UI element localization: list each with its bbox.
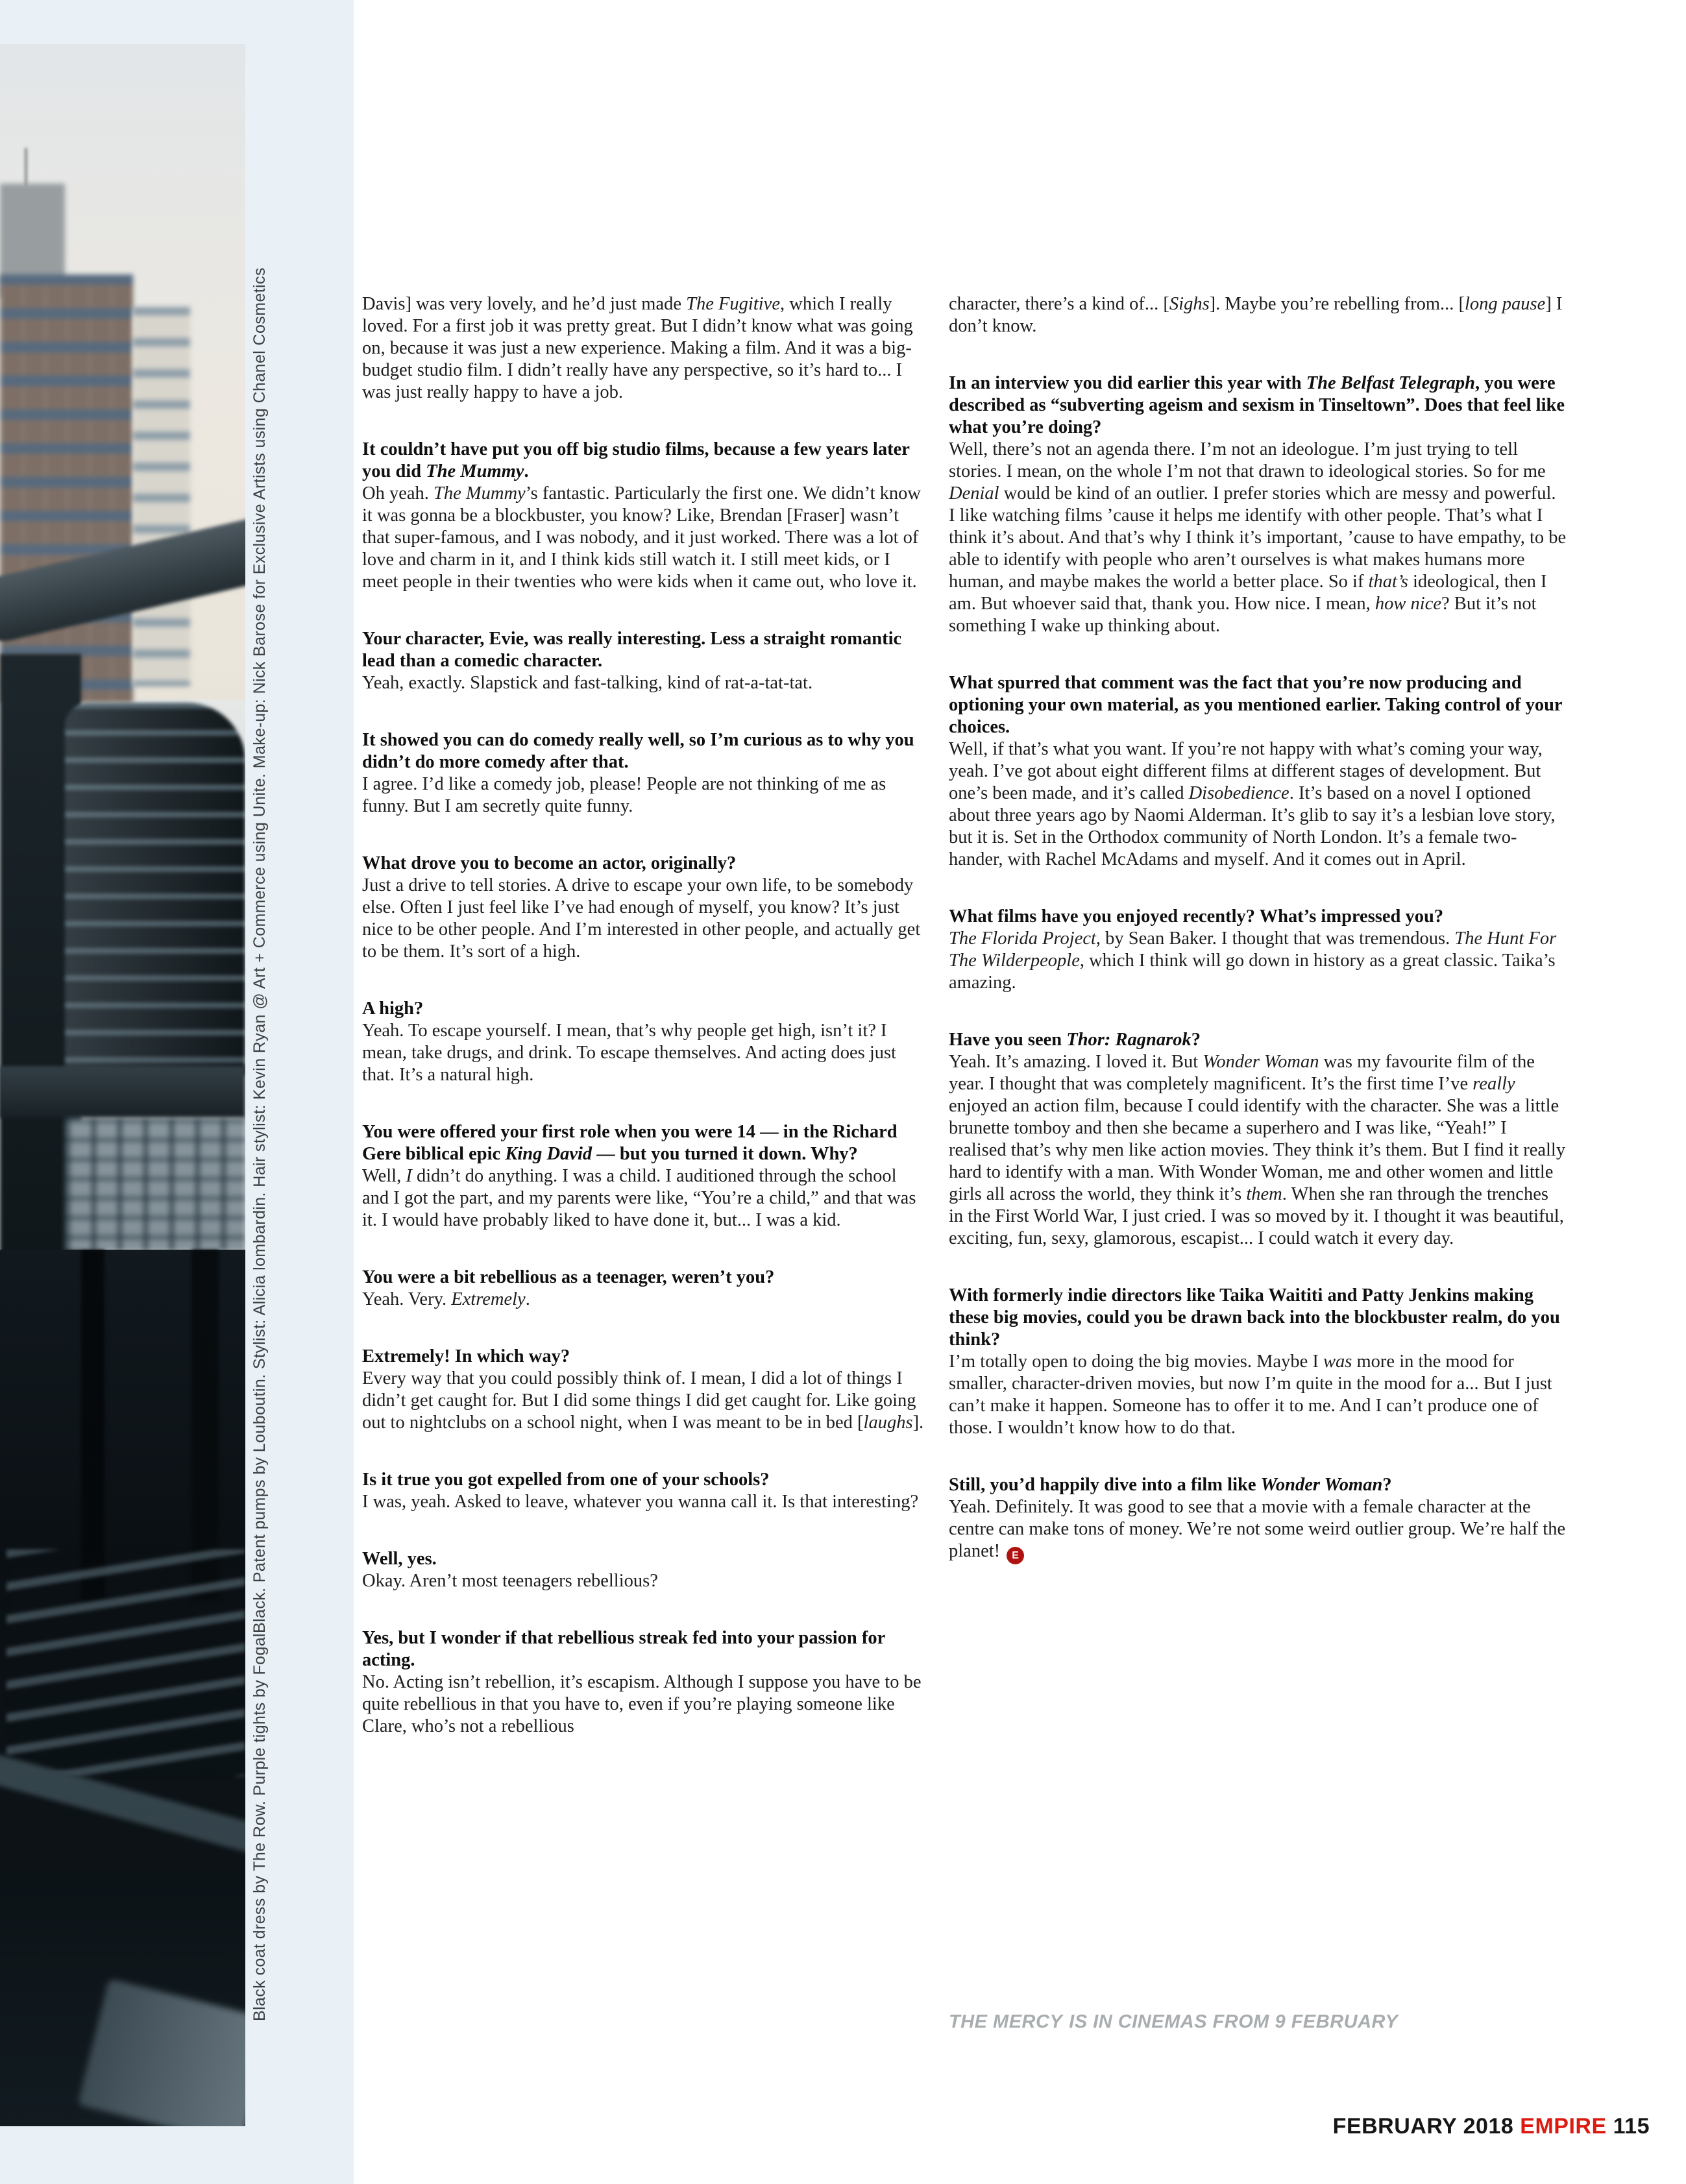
release-note-title: THE MERCY bbox=[949, 2011, 1063, 2032]
interview-question: A high? bbox=[362, 999, 424, 1019]
interview-answer: I was, yeah. Asked to leave, whatever you wanna call it. Is that interesting? bbox=[362, 1492, 919, 1512]
interview-question: Is it true you got expelled from one of your schools? bbox=[362, 1470, 770, 1490]
interview-question: Have you seen Thor: Ragnarok? bbox=[949, 1030, 1201, 1050]
empire-end-icon: E bbox=[1007, 1547, 1024, 1564]
interview-answer: character, there’s a kind of... [Sighs]. Maybe you’re rebelling from... [long pause] I don’t know. bbox=[949, 294, 1563, 336]
interview-answer: I’m totally open to doing the big movies. Maybe I was more in the mood for smaller, character-driven movies, but now I’m quite in the mood for a... But I just can’t make it happen. Someone has to offer it to me. And I can’t produce one of those. I wouldn’t know how to do that. bbox=[949, 1352, 1552, 1438]
interview-answer: Oh yeah. The Mummy’s fantastic. Particularly the first one. We didn’t know it was gonna be a blockbuster, you know? Like, Brendan [Fraser] wasn’t that super-famous, and I was nobody, and it just worked. There was a lot of love and charm in it, and I think kids still watch it. I still meet kids, or I meet people in their twenties who were kids when it came out, who love it. bbox=[362, 483, 921, 592]
interview-question: You were offered your first role when you were 14 — in the Richard Gere biblical epic King David — but you turned it down. Why? bbox=[362, 1122, 898, 1164]
interview-question: It couldn’t have put you off big studio films, because a few years later you did The Mummy. bbox=[362, 439, 910, 481]
interview-answer: Yeah. Definitely. It was good to see that a movie with a female character at the centre can make tons of money. We’re not some weird outlier group. We’re half the planet! E bbox=[949, 1496, 1567, 1564]
cinema-release-note bbox=[949, 2011, 1398, 2033]
interview-answer: I agree. I’d like a comedy job, please! People are not thinking of me as funny. But I am secretly quite funny. bbox=[362, 774, 886, 816]
interview-question: Extremely! In which way? bbox=[362, 1346, 570, 1366]
interview-question: Yes, but I wonder if that rebellious streak fed into your passion for acting. bbox=[362, 1628, 885, 1670]
interview-question: In an interview you did earlier this year with The Belfast Telegraph, you were described as “subverting ageism and sexism in Tinseltown”. Does that feel like what you’re doing? bbox=[949, 373, 1565, 437]
interview-answer: Well, if that’s what you want. If you’re not happy with what’s coming your way, yeah. I’ve got about eight different films at different stages of development. But one’s been made, and it’s called Disobedience. It’s based on a novel I optioned about three years ago by Naomi Alderman. It’s glib to say it’s a lesbian love story, but it is. Set in the Orthodox community of North London. It’s a female two-hander, with Rachel McAdams and myself. And it comes out in April. bbox=[949, 739, 1556, 869]
interview-question: What films have you enjoyed recently? What’s impressed you? bbox=[949, 906, 1444, 927]
city-photo bbox=[0, 44, 245, 2126]
article-column-2 bbox=[949, 293, 1567, 1564]
interview-answer: Yeah, exactly. Slapstick and fast-talking, kind of rat-a-tat-tat. bbox=[362, 673, 813, 693]
interview-answer: No. Acting isn’t rebellion, it’s escapism. Although I suppose you have to be quite rebellious in that you have to, even if you’re playing someone like Clare, who’s not a rebellious bbox=[362, 1672, 922, 1736]
interview-answer: Just a drive to tell stories. A drive to escape your own life, to be somebody else. Often I just feel like I’ve had enough of myself, you know? It’s just nice to be other people. And I’m interested in other people, and actually get to be them. It’s sort of a high. bbox=[362, 875, 921, 962]
interview-question: Your character, Evie, was really interesting. Less a straight romantic lead than a comedic character. bbox=[362, 629, 902, 671]
interview-answer: Davis] was very lovely, and he’d just made The Fugitive, which I really loved. For a first job it was pretty great. But I didn’t know what was going on, because it was just a new experience. Making a film. And it was a big-budget studio film. I didn’t really have any perspective, so it’s hard to... I was just really happy to have a job. bbox=[362, 294, 913, 402]
interview-question: It showed you can do comedy really well, so I’m curious as to why you didn’t do more comedy after that. bbox=[362, 730, 914, 772]
photo-tint-overlay bbox=[0, 44, 245, 2126]
interview-question: What drove you to become an actor, originally? bbox=[362, 853, 737, 873]
interview-answer: Yeah. It’s amazing. I loved it. But Wonder Woman was my favourite film of the year. I thought that was completely magnificent. It’s the first time I’ve really enjoyed an action film, because I could identify with the character. She was a little brunette tomboy and then she became a superhero and I was like, “Yeah!” I realised that’s why men like action movies. They think it’s them. But I find it really hard to identify with a man. With Wonder Woman, me and other women and little girls all across the world, they think it’s them. When she ran through the trenches in the First World War, I just cried. I was so moved by it. I thought it was beautiful, exciting, fun, sexy, glamorous, escapist... I could watch it every day. bbox=[949, 1052, 1566, 1248]
interview-question: What spurred that comment was the fact that you’re now producing and optioning your own material, as you mentioned earlier. Taking control of your choices. bbox=[949, 673, 1563, 737]
interview-answer: Every way that you could possibly think of. I mean, I did a lot of things I didn’t get caught for. But I did some things I did get caught for. Like going out to nightclubs on a school night, when I was meant to be in bed [laughs]. bbox=[362, 1368, 924, 1433]
interview-question: Well, yes. bbox=[362, 1549, 437, 1569]
footer-brand-empire: EMPIRE bbox=[1520, 2114, 1607, 2139]
footer-page-number: 115 bbox=[1613, 2114, 1650, 2139]
article-column-1 bbox=[362, 293, 924, 1738]
photo-credits-vertical: Black coat dress by The Row. Purple tights by FogalBlack. Patent pumps by Louboutin. Stylist: Alicia lombardin. Hair stylist: Kevin Ryan @ Art + Commerce using Unite. Make-up: Nick Barose for Exclusive Artists using Chanel Cosmetics bbox=[250, 267, 269, 2021]
page-footer bbox=[1333, 2114, 1650, 2139]
interview-answer: Okay. Aren’t most teenagers rebellious? bbox=[362, 1571, 658, 1591]
interview-question: You were a bit rebellious as a teenager, weren’t you? bbox=[362, 1267, 775, 1287]
interview-answer: Yeah. To escape yourself. I mean, that’s why people get high, isn’t it? I mean, take drugs, and drink. To escape themselves. And acting does just that. It’s a natural high. bbox=[362, 1021, 896, 1085]
interview-answer: Well, I didn’t do anything. I was a child. I auditioned through the school and I got the part, and my parents were like, “You’re a child,” and that was it. I would have probably liked to have done it, but... I was a kid. bbox=[362, 1166, 916, 1230]
interview-question: Still, you’d happily dive into a film like Wonder Woman? bbox=[949, 1475, 1392, 1495]
interview-answer: Well, there’s not an agenda there. I’m not an ideologue. I’m just trying to tell stories. I mean, on the whole I’m not that drawn to ideological stories. So for me Denial would be kind of an outlier. I prefer stories which are messy and powerful. I like watching films ’cause it helps me identify with other people. That’s what I think it’s about. And that’s why I think it’s important, ’cause to have empathy, to be able to identify with people who aren’t ourselves is what makes humans more human, and maybe makes the world a better place. So if that’s ideological, then I am. But whoever said that, thank you. How nice. I mean, how nice? But it’s not something I wake up thinking about. bbox=[949, 439, 1567, 636]
interview-answer: The Florida Project, by Sean Baker. I thought that was tremendous. The Hunt For The Wilderpeople, which I think will go down in history as a great classic. Taika’s amazing. bbox=[949, 928, 1557, 993]
interview-answer: Yeah. Very. Extremely. bbox=[362, 1289, 530, 1309]
interview-question: With formerly indie directors like Taika Waititi and Patty Jenkins making these big movies, could you be drawn back into the blockbuster realm, do you think? bbox=[949, 1285, 1560, 1350]
left-margin-strip bbox=[0, 0, 354, 2184]
release-note-rest: IS IN CINEMAS FROM 9 FEBRUARY bbox=[1069, 2011, 1399, 2032]
footer-date: FEBRUARY 2018 bbox=[1332, 2114, 1514, 2139]
